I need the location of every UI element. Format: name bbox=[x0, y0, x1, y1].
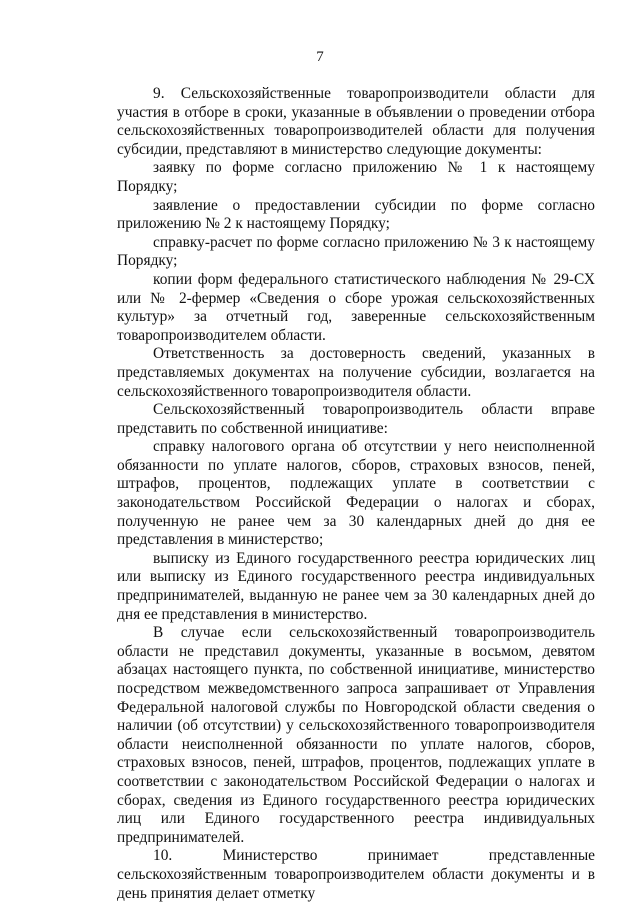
paragraph-application-form: заявку по форме согласно приложению № 1 к настоящему Порядку; bbox=[117, 159, 595, 195]
paragraph-interagency-request: В случае если сельскохозяйственный товаропроизводитель области не представил документы, указанные в восьмом, девятом абзацах настоящего пункта, по собственной инициативе, министерство посредством межведомственного запроса запрашивает от Управления Федеральной налоговой службы по Новгородской области сведения о наличии (об отсутствии) у сельскохозяйственного товаропроизводителя области неисполненной обязанности по уплате налогов, сборов, страховых взносов, пеней, штрафов, процентов, подлежащих уплате в соответствии с законодательством Российской Федерации о налогах и сборах, сведения из Единого государственного реестра юридических лиц или Единого государственного реестра индивидуальных предпринимателей. bbox=[117, 624, 595, 846]
paragraph-tax-certificate: справку налогового органа об отсутствии у него неисполненной обязанности по уплате налогов, сборов, страховых взносов, пеней, штрафов, процентов, подлежащих уплате в соответствии с законодательством Российской Федерации о налогах и сборах, полученную не ранее чем за 30 календарных дней до дня ее представления в министерство; bbox=[117, 438, 595, 549]
paragraph-statistical-forms: копии форм федерального статистического наблюдения № 29-СХ или № 2-фермер «Сведения о сборе урожая сельскохозяйственных культур» за отчетный год, заверенные сельскохозяйственным товаропроизводителем области. bbox=[117, 270, 595, 344]
paragraph-registry-extract: выписку из Единого государственного реестра юридических лиц или выписку из Единого государственного реестра индивидуальных предпринимателей, выданную не ранее чем за 30 календарных дней до дня ее представления в министерство. bbox=[117, 549, 595, 623]
paragraph-calculation-certificate: справку-расчет по форме согласно приложению № 3 к настоящему Порядку; bbox=[117, 233, 595, 270]
paragraph-subsidy-statement: заявление о предоставлении субсидии по форме согласно приложению № 2 к настоящему Порядку; bbox=[117, 196, 595, 233]
document-body bbox=[117, 85, 595, 903]
paragraph-responsibility: Ответственность за достоверность сведений, указанных в представляемых документах на получение субсидии, возлагается на сельскохозяйственного товаропроизводителя области. bbox=[117, 345, 595, 400]
paragraph-item-9: 9. Сельскохозяйственные товаропроизводители области для участия в отборе в сроки, указанные в объявлении о проведении отбора сельскохозяйственных товаропроизводителей области для получения субсидии, представляют в министерство следующие документы: bbox=[117, 85, 595, 158]
paragraph-item-10: 10. Министерство принимает представленные сельскохозяйственным товаропроизводителем области документы и в день принятия делает отметку bbox=[117, 847, 595, 902]
paragraph-own-initiative: Сельскохозяйственный товаропроизводитель области вправе представить по собственной инициативе: bbox=[117, 401, 595, 437]
page-number: 7 bbox=[316, 49, 324, 65]
